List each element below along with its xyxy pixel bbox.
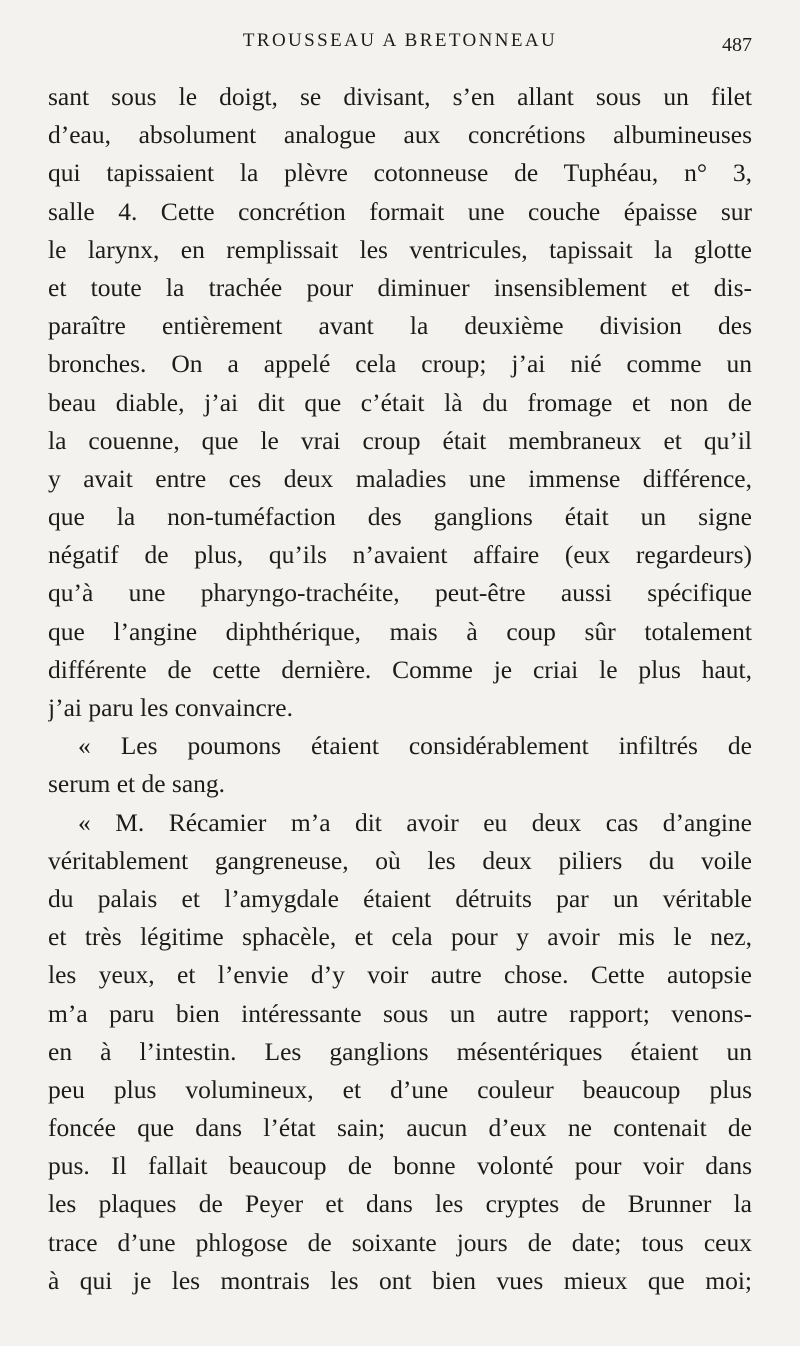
- text-line: différente de cette dernière. Comme je criai le plus haut,: [48, 654, 752, 684]
- page-number: 487: [722, 34, 752, 56]
- text-line: j’ai paru les convaincre.: [48, 693, 293, 722]
- text-line: du palais et l’amygdale étaient détruits par un véritable: [48, 883, 752, 913]
- text-line: d’eau, absolument analogue aux concrétions albumineuses: [48, 120, 752, 150]
- text-line: que l’angine diphthérique, mais à coup sûr totalement: [48, 616, 752, 646]
- text-line: la couenne, que le vrai croup était membraneux et qu’il: [48, 425, 752, 455]
- text-line: le larynx, en remplissait les ventricules, tapissait la glotte: [48, 234, 752, 264]
- text-line: et très légitime sphacèle, et cela pour y avoir mis le nez,: [48, 922, 752, 952]
- text-line: beau diable, j’ai dit que c’était là du fromage et non de: [48, 387, 752, 417]
- text-line: à qui je les montrais les ont bien vues mieux que moi;: [48, 1265, 752, 1295]
- text-line: paraître entièrement avant la deuxième division des: [48, 311, 752, 341]
- text-line: serum et de sang.: [48, 769, 226, 799]
- text-line: sant sous le doigt, se divisant, s’en allant sous un filet: [48, 82, 752, 111]
- text-line: que la non-tuméfaction des ganglions était un signe: [48, 502, 752, 532]
- text-line: pus. Il fallait beaucoup de bonne volonté pour voir dans: [48, 1151, 752, 1181]
- text-line: en à l’intestin. Les ganglions mésentériques étaient un: [48, 1036, 752, 1066]
- text-line: m’a paru bien intéressante sous un autre rapport; venons-: [48, 998, 752, 1028]
- running-head: [48, 30, 752, 60]
- text-line: négatif de plus, qu’ils n’avaient affaire (eux regardeurs): [48, 540, 752, 570]
- text-line: qu’à une pharyngo-trachéite, peut-être aussi spécifique: [48, 578, 752, 608]
- text-line: foncée que dans l’état sain; aucun d’eux ne contenait de: [48, 1113, 752, 1143]
- text-line: les yeux, et l’envie d’y voir autre chose. Cette autopsie: [48, 960, 752, 990]
- text-line: et toute la trachée pour diminuer insensiblement et dis-: [48, 272, 752, 302]
- text-line: bronches. On a appelé cela croup; j’ai nié comme un: [48, 349, 752, 379]
- text-line: « Les poumons étaient considérablement infiltrés de: [78, 731, 752, 761]
- text-line: trace d’une phlogose de soixante jours de date; tous ceux: [48, 1227, 752, 1257]
- running-title: TROUSSEAU A BRETONNEAU: [242, 30, 558, 51]
- text-line: les plaques de Peyer et dans les cryptes de Brunner la: [48, 1189, 752, 1219]
- body-text: [48, 78, 752, 1300]
- text-line: peu plus volumineux, et d’une couleur beaucoup plus: [48, 1074, 752, 1104]
- text-line: « M. Récamier m’a dit avoir eu deux cas d’angine: [78, 807, 752, 837]
- text-line: qui tapissaient la plèvre cotonneuse de Tuphéau, n° 3,: [48, 158, 752, 188]
- text-line: véritablement gangreneuse, où les deux piliers du voile: [48, 845, 752, 875]
- text-line: salle 4. Cette concrétion formait une couche épaisse sur: [48, 196, 752, 226]
- text-line: y avait entre ces deux maladies une immense différence,: [48, 463, 752, 493]
